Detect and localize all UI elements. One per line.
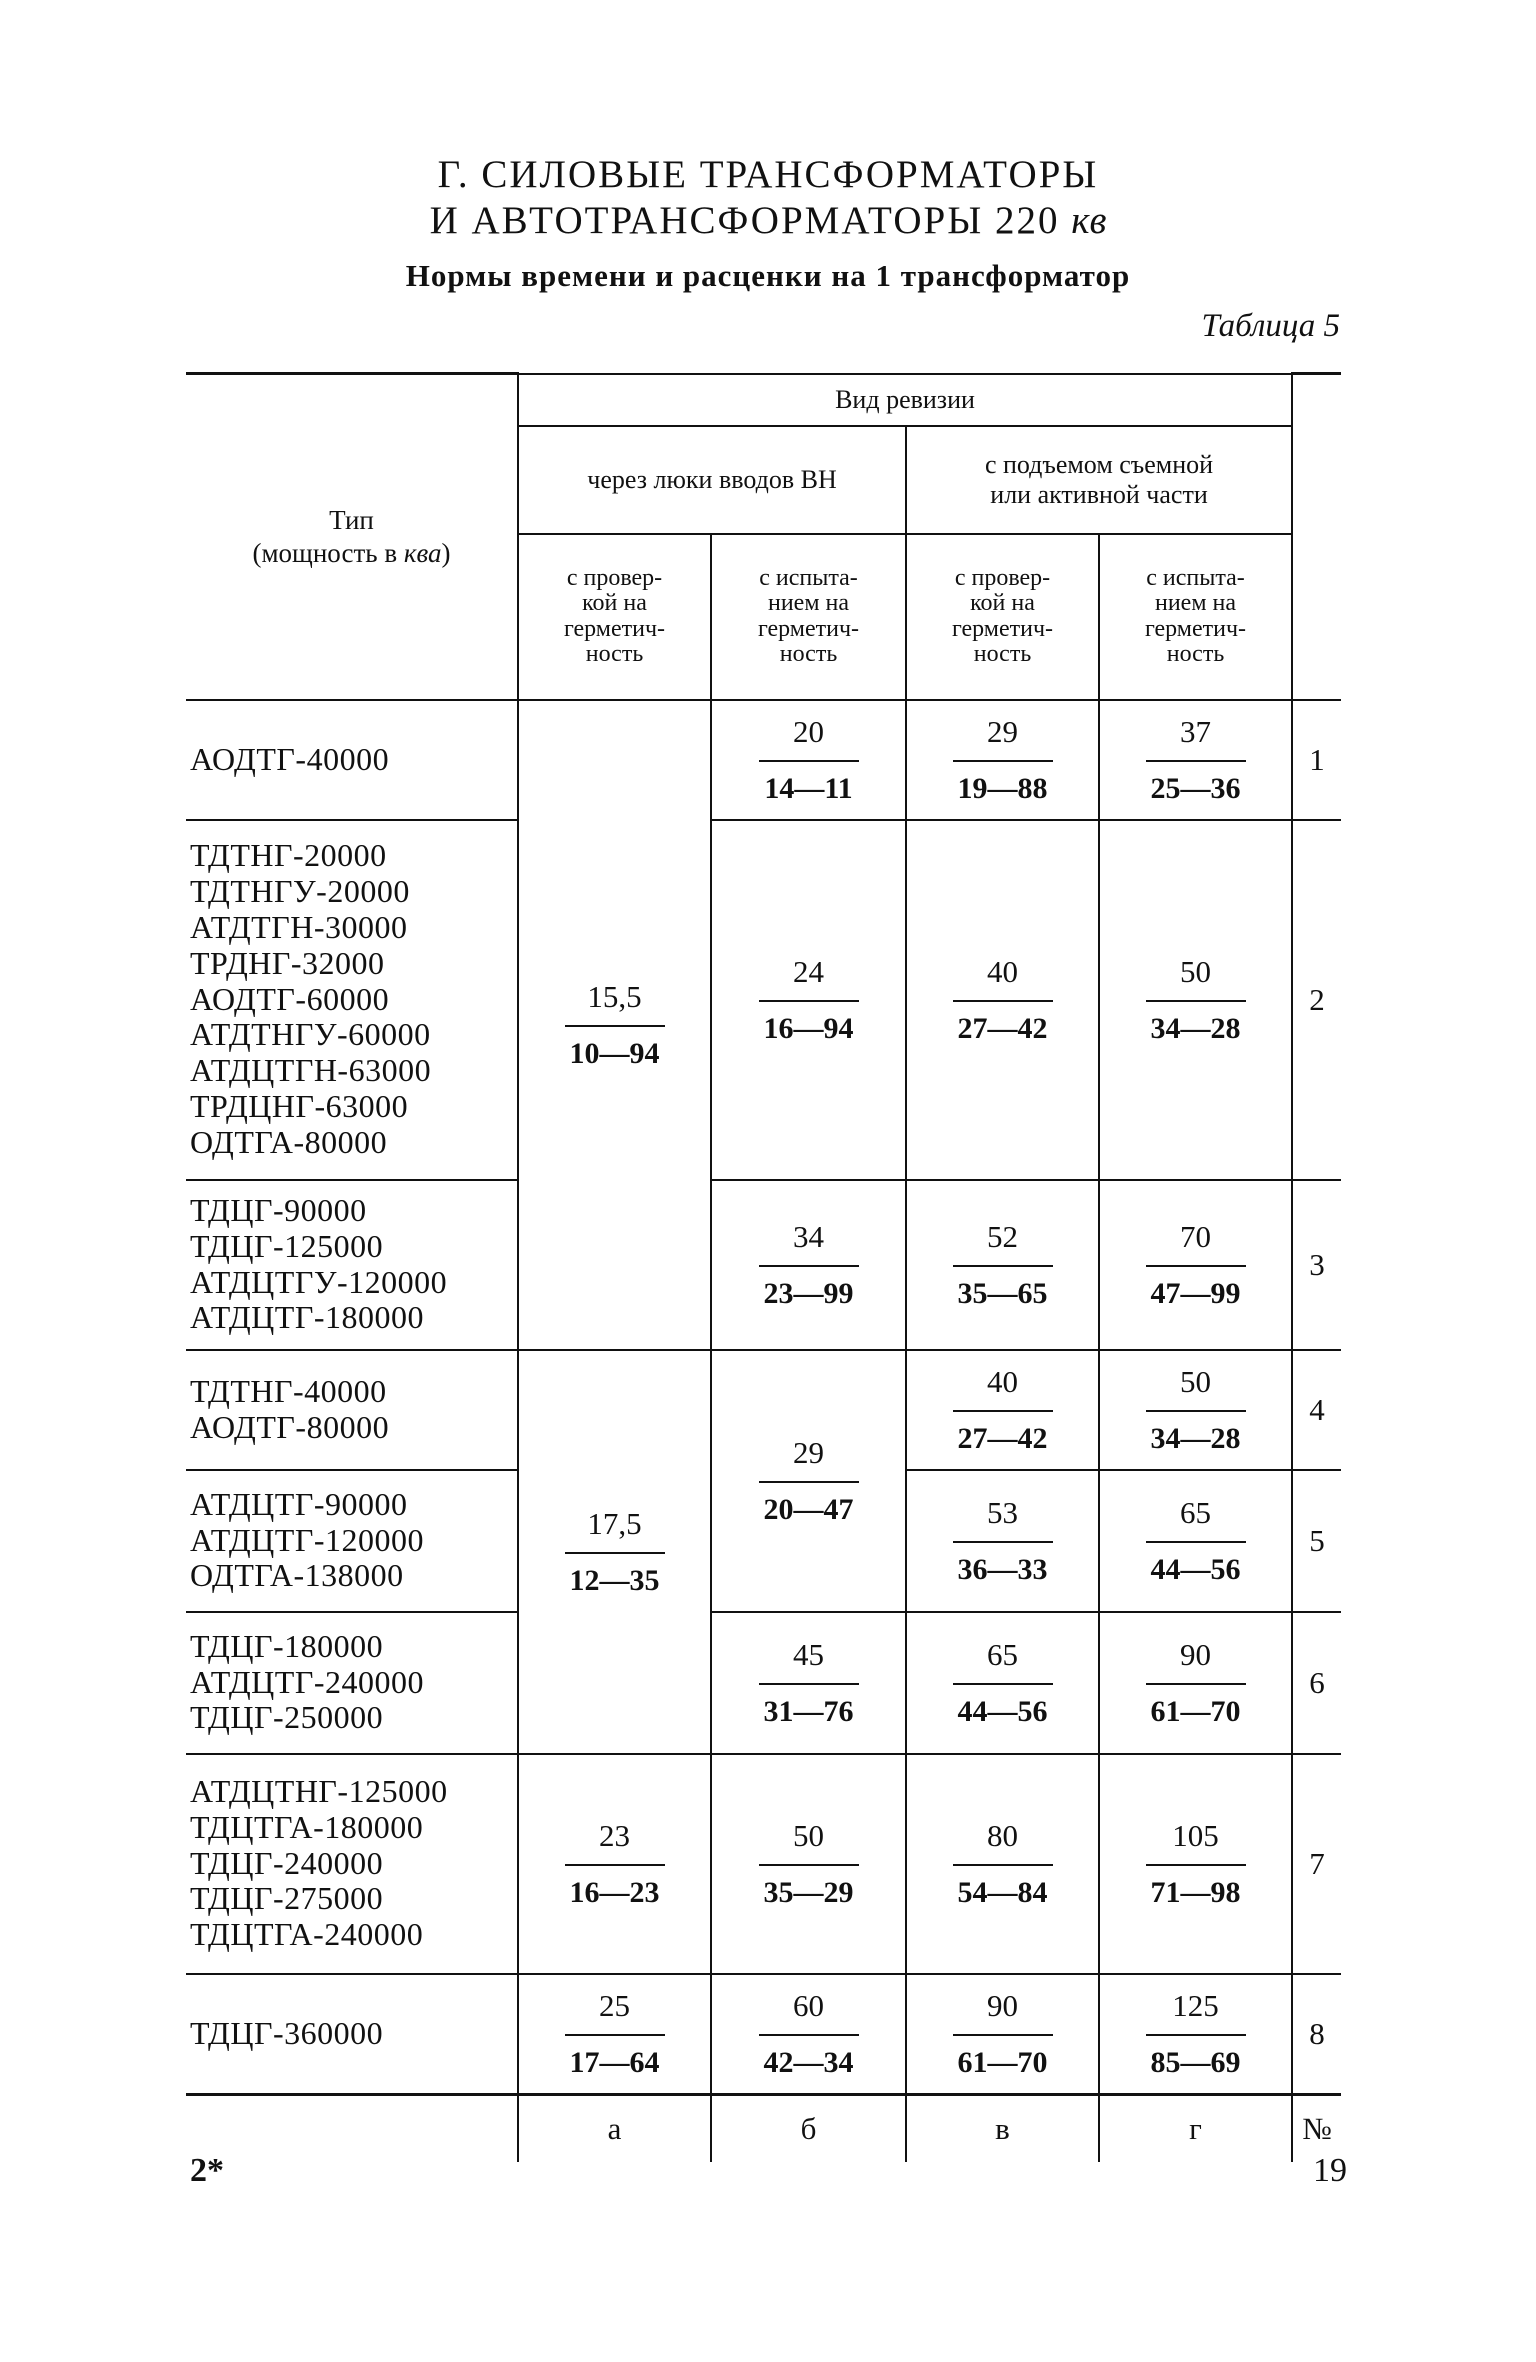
type-header-line2b: ) — [441, 537, 451, 568]
time-norm: 70 — [1146, 1219, 1246, 1267]
rate-value: 12—35 — [569, 1563, 660, 1597]
table-row — [186, 1350, 1341, 1470]
time-norm: 50 — [1146, 954, 1246, 1002]
rate-value: 85—69 — [1150, 2045, 1241, 2079]
time-norm: 65 — [953, 1637, 1053, 1685]
type-header — [186, 374, 518, 700]
norm-fraction — [759, 1818, 859, 1910]
type-name: ТДТНГ-40000 — [190, 1372, 387, 1409]
col-v-line: ность — [973, 640, 1032, 667]
type-cell — [186, 700, 518, 820]
type-name: ТДЦТГА-180000 — [190, 1808, 424, 1845]
col-b-cell — [711, 1612, 906, 1754]
footer-a: а — [518, 2094, 711, 2162]
norm-fraction — [953, 1637, 1053, 1729]
norm-fraction — [1146, 1988, 1246, 2080]
type-name: АТДЦТГ-180000 — [190, 1299, 424, 1336]
type-name: ТДЦГ-250000 — [190, 1699, 384, 1736]
time-norm: 37 — [1146, 714, 1246, 762]
footer-no: № — [1302, 2110, 1332, 2146]
time-norm: 20 — [759, 714, 859, 762]
table-row — [186, 1180, 1341, 1350]
type-cell — [186, 820, 518, 1180]
type-name: ТДТНГ-20000 — [190, 837, 387, 874]
norm-fraction — [953, 1219, 1053, 1311]
footer-empty — [186, 2094, 518, 2162]
norm-fraction — [1146, 1637, 1246, 1729]
section-title-line2 — [0, 198, 1536, 243]
row-number: 6 — [1292, 1612, 1341, 1754]
rate-value: 31—76 — [763, 1694, 854, 1728]
norm-fraction — [1146, 954, 1246, 1046]
table-row — [186, 1974, 1341, 2095]
col-a-header — [518, 534, 711, 700]
norm-fraction — [953, 714, 1053, 806]
col-v-line: кой на — [970, 590, 1035, 617]
norm-fraction — [1146, 1219, 1246, 1311]
time-norm: 17,5 — [565, 1506, 665, 1554]
col-v-header — [906, 534, 1099, 700]
type-name: АТДЦТНГ-125000 — [190, 1772, 448, 1809]
footer-v: в — [906, 2094, 1099, 2162]
col-a-line: кой на — [582, 590, 647, 617]
col-g-cell — [1099, 1180, 1292, 1350]
table-row — [186, 820, 1341, 1180]
row-number: 5 — [1292, 1470, 1341, 1612]
col-b-line: нием на — [767, 590, 850, 617]
rate-value: 35—65 — [957, 1276, 1048, 1310]
norm-fraction — [953, 1988, 1053, 2080]
table-row — [186, 1612, 1341, 1754]
col-v-cell — [906, 1974, 1099, 2095]
norm-fraction — [1146, 1495, 1246, 1587]
type-name: ОДТГА-138000 — [190, 1557, 404, 1594]
col-a-cell — [518, 1754, 711, 1974]
norm-fraction — [565, 1818, 665, 1910]
col-a-cell — [518, 1974, 711, 2095]
time-norm: 40 — [953, 1364, 1053, 1412]
time-norm: 45 — [759, 1637, 859, 1685]
type-name: АОДТГ-60000 — [190, 980, 390, 1017]
type-name: ТДЦГ-275000 — [190, 1880, 384, 1917]
col-g-cell — [1099, 1350, 1292, 1470]
norm-fraction — [759, 1435, 859, 1527]
rate-value: 25—36 — [1150, 771, 1241, 805]
rate-value: 71—98 — [1150, 1875, 1241, 1909]
col-a-line: ность — [585, 640, 644, 667]
col-a-line: с провер- — [566, 565, 663, 592]
group2-line2: или активной части — [990, 479, 1208, 509]
time-norm: 80 — [953, 1818, 1053, 1866]
row-number: 8 — [1292, 1974, 1341, 2095]
type-name: ТДТНГУ-20000 — [190, 873, 410, 910]
merged-b-cell — [711, 1350, 906, 1612]
merged-a-cell-2 — [518, 1350, 711, 1754]
rate-value: 16—23 — [569, 1875, 660, 1909]
col-v-cell — [906, 1612, 1099, 1754]
footer-row — [186, 2094, 1341, 2162]
time-norm: 90 — [953, 1988, 1053, 2036]
rate-value: 19—88 — [957, 771, 1048, 805]
row-number: 1 — [1292, 700, 1341, 820]
col-b-line: ность — [779, 640, 838, 667]
page-number: 19 — [1313, 2152, 1347, 2189]
col-b-line: герметич- — [757, 615, 860, 642]
rate-value: 10—94 — [569, 1036, 660, 1070]
table-row — [186, 1754, 1341, 1974]
col-v-cell — [906, 700, 1099, 820]
rate-value: 61—70 — [957, 2045, 1048, 2079]
col-g-cell — [1099, 700, 1292, 820]
norms-table — [186, 372, 1341, 2162]
col-g-line: нием на — [1154, 590, 1237, 617]
table-row — [186, 700, 1341, 820]
col-g-cell — [1099, 1470, 1292, 1612]
merged-a-cell-1 — [518, 700, 711, 1350]
type-name: АОДТГ-40000 — [190, 740, 390, 777]
footer-g: г — [1099, 2094, 1292, 2162]
table-subtitle: Нормы времени и расценки на 1 трансформатор — [405, 258, 1131, 293]
type-name: ТДЦГ-180000 — [190, 1627, 384, 1664]
rate-value: 16—94 — [763, 1011, 854, 1045]
type-name: ТДЦГ-240000 — [190, 1844, 384, 1881]
time-norm: 29 — [953, 714, 1053, 762]
rate-value: 34—28 — [1150, 1421, 1241, 1455]
rate-value: 44—56 — [957, 1694, 1048, 1728]
row-number: 4 — [1292, 1350, 1341, 1470]
rate-value: 27—42 — [957, 1421, 1048, 1455]
type-name: АТДЦТГ-240000 — [190, 1663, 424, 1700]
rate-value: 42—34 — [763, 2045, 854, 2079]
norm-fraction — [953, 954, 1053, 1046]
time-norm: 90 — [1146, 1637, 1246, 1685]
col-g-line: ность — [1166, 640, 1225, 667]
type-cell — [186, 1612, 518, 1754]
time-norm: 53 — [953, 1495, 1053, 1543]
type-header-line1: Тип — [329, 505, 374, 536]
type-header-unit: ква — [403, 537, 442, 568]
time-norm: 40 — [953, 954, 1053, 1002]
col-v-cell — [906, 1180, 1099, 1350]
type-name: АТДЦТГ-90000 — [190, 1485, 408, 1522]
rate-value: 23—99 — [763, 1276, 854, 1310]
section-title-line1: Г. СИЛОВЫЕ ТРАНСФОРМАТОРЫ — [437, 153, 1099, 196]
footer-b: б — [711, 2094, 906, 2162]
type-name: АТДЦТГУ-120000 — [190, 1263, 448, 1300]
time-norm: 52 — [953, 1219, 1053, 1267]
signature-mark: 2* — [190, 2152, 224, 2189]
col-b-cell — [711, 700, 906, 820]
time-norm: 50 — [1146, 1364, 1246, 1412]
col-g-cell — [1099, 1974, 1292, 2095]
type-name: АТДЦТГ-120000 — [190, 1521, 424, 1558]
rate-value: 14—11 — [764, 771, 853, 805]
type-cell — [186, 1350, 518, 1470]
header-row-1 — [186, 374, 1341, 426]
type-name: АТДТГН-30000 — [190, 908, 408, 945]
type-cell — [186, 1974, 518, 2095]
type-header-line2a: (мощность в — [252, 537, 404, 568]
number-column-header — [1292, 374, 1341, 700]
time-norm: 34 — [759, 1219, 859, 1267]
type-name: ТДЦТГА-240000 — [190, 1916, 424, 1953]
col-v-line: с провер- — [954, 565, 1051, 592]
norm-fraction — [1146, 1364, 1246, 1456]
col-g-cell — [1099, 1754, 1292, 1974]
group2-line1: с подъемом съемной — [984, 449, 1214, 479]
time-norm: 65 — [1146, 1495, 1246, 1543]
group1-header: через люки вводов ВН — [518, 426, 906, 534]
vid-revizii-header: Вид ревизии — [518, 374, 1292, 426]
type-name: ТДЦГ-125000 — [190, 1227, 384, 1264]
norm-fraction — [565, 1506, 665, 1598]
norm-fraction — [953, 1364, 1053, 1456]
col-g-cell — [1099, 1612, 1292, 1754]
rate-value: 27—42 — [957, 1011, 1048, 1045]
section-title-line2-text: И АВТОТРАНСФОРМАТОРЫ 220 — [429, 199, 1060, 242]
time-norm: 15,5 — [565, 979, 665, 1027]
type-cell — [186, 1470, 518, 1612]
norm-fraction — [759, 1637, 859, 1729]
col-b-line: с испыта- — [759, 565, 858, 592]
rate-value: 36—33 — [957, 1552, 1048, 1586]
section-title-unit: кв — [1071, 199, 1107, 242]
type-name: АТДЦТГН-63000 — [190, 1052, 432, 1089]
time-norm: 29 — [759, 1435, 859, 1483]
norm-fraction — [759, 1219, 859, 1311]
norm-fraction — [565, 979, 665, 1071]
rate-value: 47—99 — [1150, 1276, 1241, 1310]
type-name: АОДТГ-80000 — [190, 1408, 390, 1445]
col-v-line: герметич- — [951, 615, 1054, 642]
col-b-header — [711, 534, 906, 700]
time-norm: 24 — [759, 954, 859, 1002]
time-norm: 125 — [1146, 1988, 1246, 2036]
rate-value: 17—64 — [569, 2045, 660, 2079]
col-g-line: с испыта- — [1146, 565, 1245, 592]
time-norm: 60 — [759, 1988, 859, 2036]
rate-value: 34—28 — [1150, 1011, 1241, 1045]
type-name: ТДЦГ-90000 — [190, 1191, 367, 1228]
col-g-header — [1099, 534, 1292, 700]
type-name: АТДТНГУ-60000 — [190, 1016, 431, 1053]
type-cell — [186, 1754, 518, 1974]
rate-value: 44—56 — [1150, 1552, 1241, 1586]
type-name: ТДЦГ-360000 — [190, 2014, 384, 2051]
time-norm: 23 — [565, 1818, 665, 1866]
type-cell — [186, 1180, 518, 1350]
row-number: 7 — [1292, 1754, 1341, 1974]
norm-fraction — [759, 1988, 859, 2080]
col-b-cell — [711, 1180, 906, 1350]
type-name: ТРДЦНГ-63000 — [190, 1088, 409, 1125]
norm-fraction — [1146, 714, 1246, 806]
rate-value: 20—47 — [763, 1492, 854, 1526]
time-norm: 105 — [1146, 1818, 1246, 1866]
col-v-cell — [906, 1754, 1099, 1974]
col-b-cell — [711, 820, 906, 1180]
norm-fraction — [953, 1495, 1053, 1587]
table-label: Таблица 5 — [1201, 308, 1340, 344]
time-norm: 25 — [565, 1988, 665, 2036]
norm-fraction — [759, 714, 859, 806]
col-v-cell — [906, 1470, 1099, 1612]
norm-fraction — [953, 1818, 1053, 1910]
col-g-line: герметич- — [1144, 615, 1247, 642]
norm-fraction — [1146, 1818, 1246, 1910]
norm-fraction — [759, 954, 859, 1046]
rate-value: 61—70 — [1150, 1694, 1241, 1728]
col-v-cell — [906, 1350, 1099, 1470]
rate-value: 54—84 — [957, 1875, 1048, 1909]
row-number: 3 — [1292, 1180, 1341, 1350]
row-number: 2 — [1292, 820, 1341, 1180]
col-a-line: герметич- — [563, 615, 666, 642]
col-b-cell — [711, 1754, 906, 1974]
type-name: ОДТГА-80000 — [190, 1123, 388, 1160]
type-name: ТРДНГ-32000 — [190, 944, 385, 981]
group2-header — [906, 426, 1292, 534]
time-norm: 50 — [759, 1818, 859, 1866]
norm-fraction — [565, 1988, 665, 2080]
col-g-cell — [1099, 820, 1292, 1180]
rate-value: 35—29 — [763, 1875, 854, 1909]
col-b-cell — [711, 1974, 906, 2095]
col-v-cell — [906, 820, 1099, 1180]
